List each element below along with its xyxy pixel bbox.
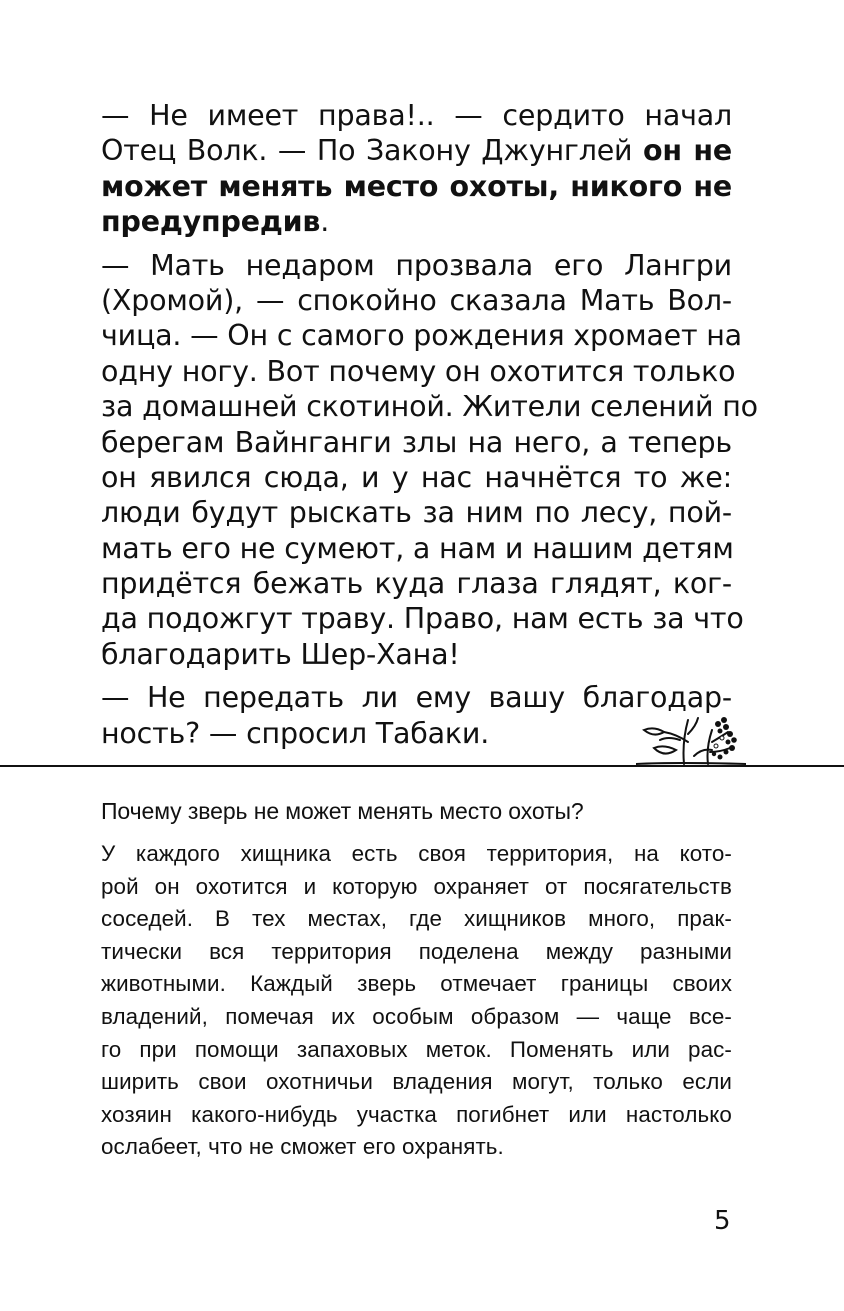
text-run: — Не передать ли ему вашу благодар-: [101, 681, 732, 715]
text-run: да подожгут траву. Право, нам есть за что: [101, 602, 744, 636]
story-line: [101, 637, 732, 672]
text-run: придётся бежать куда глаза глядят, ког-: [101, 567, 732, 601]
story-line: [101, 389, 758, 424]
text-run: .: [320, 205, 330, 239]
info-sidebar: [101, 796, 732, 1164]
section-divider: [0, 765, 844, 767]
plant-sprig-icon: [636, 712, 746, 768]
bold-phrase: предупредив: [101, 205, 321, 239]
sidebar-line: ослабеет, что не сможет его охранять.: [101, 1134, 504, 1160]
story-line: [101, 248, 732, 283]
bold-phrase: он не: [643, 134, 733, 168]
text-run: люди будут рыскать за ним по лесу, пой-: [101, 496, 732, 530]
text-run: берегам Вайнганги злы на него, а теперь: [101, 425, 732, 459]
page-number: 5: [714, 1206, 731, 1236]
story-line: [101, 680, 732, 715]
text-run: — Мать недаром прозвала его Лангри: [101, 248, 732, 282]
story-line: [101, 204, 732, 239]
sidebar-line: животными. Каждый зверь отмечает границы своих: [101, 971, 732, 997]
bold-phrase: может менять место охоты, никого не: [101, 169, 732, 203]
text-run: чица. — Он с самого рождения хромает на: [101, 319, 742, 353]
sidebar-line: соседей. В тех местах, где хищников много, прак-: [101, 906, 732, 932]
story-line: [101, 133, 732, 168]
text-run: он явился сюда, и у нас начнётся то же:: [101, 460, 732, 494]
text-run: за домашней скотиной. Жители селений по: [101, 390, 758, 424]
story-line: [101, 495, 732, 530]
story-line: [101, 98, 732, 133]
story-line: [101, 460, 732, 495]
text-run: одну ногу. Вот почему он охотится только: [101, 354, 736, 388]
text-run: благодарить Шер-Хана!: [101, 637, 460, 671]
story-paragraph: [101, 248, 758, 673]
story-line: [101, 531, 732, 566]
story-line: [101, 283, 732, 318]
story-line: [101, 566, 732, 601]
sidebar-line: го при помощи запаховых меток. Поменять или рас-: [101, 1036, 732, 1062]
sidebar-line: тически вся территория поделена между разными: [101, 938, 732, 964]
story-line: [101, 425, 732, 460]
story-line: [101, 354, 736, 389]
sidebar-line: ширить свои охотничьи владения могут, только если: [101, 1069, 732, 1095]
story-line: [101, 169, 732, 204]
paragraph-gap: [101, 240, 732, 248]
text-run: (Хромой), — спокойно сказала Мать Вол-: [101, 283, 732, 317]
text-run: ность? — спросил Табаки.: [101, 716, 490, 750]
story-line: [101, 318, 742, 353]
story-paragraph: [101, 98, 732, 240]
sidebar-line: рой он охотится и которую охраняет от посягательств: [101, 873, 732, 899]
paragraph-gap: [101, 672, 732, 680]
sidebar-title: Почему зверь не может менять место охоты?: [101, 798, 584, 824]
text-run: — Не имеет права!.. — сердито начал: [101, 99, 732, 132]
story-line: [101, 601, 744, 636]
sidebar-line: хозяин какого-нибудь участка погибнет или настолько: [101, 1101, 732, 1127]
text-run: мать его не сумеют, а нам и нашим детям: [101, 531, 734, 565]
sidebar-body: [101, 838, 732, 1164]
sidebar-line: У каждого хищника есть своя территория, на кото-: [101, 841, 732, 866]
sidebar-line: владений, помечая их особым образом — чаще все-: [101, 1003, 732, 1029]
text-run: Отец Волк. — По Закону Джунглей: [101, 134, 644, 168]
story-text: [101, 98, 758, 751]
